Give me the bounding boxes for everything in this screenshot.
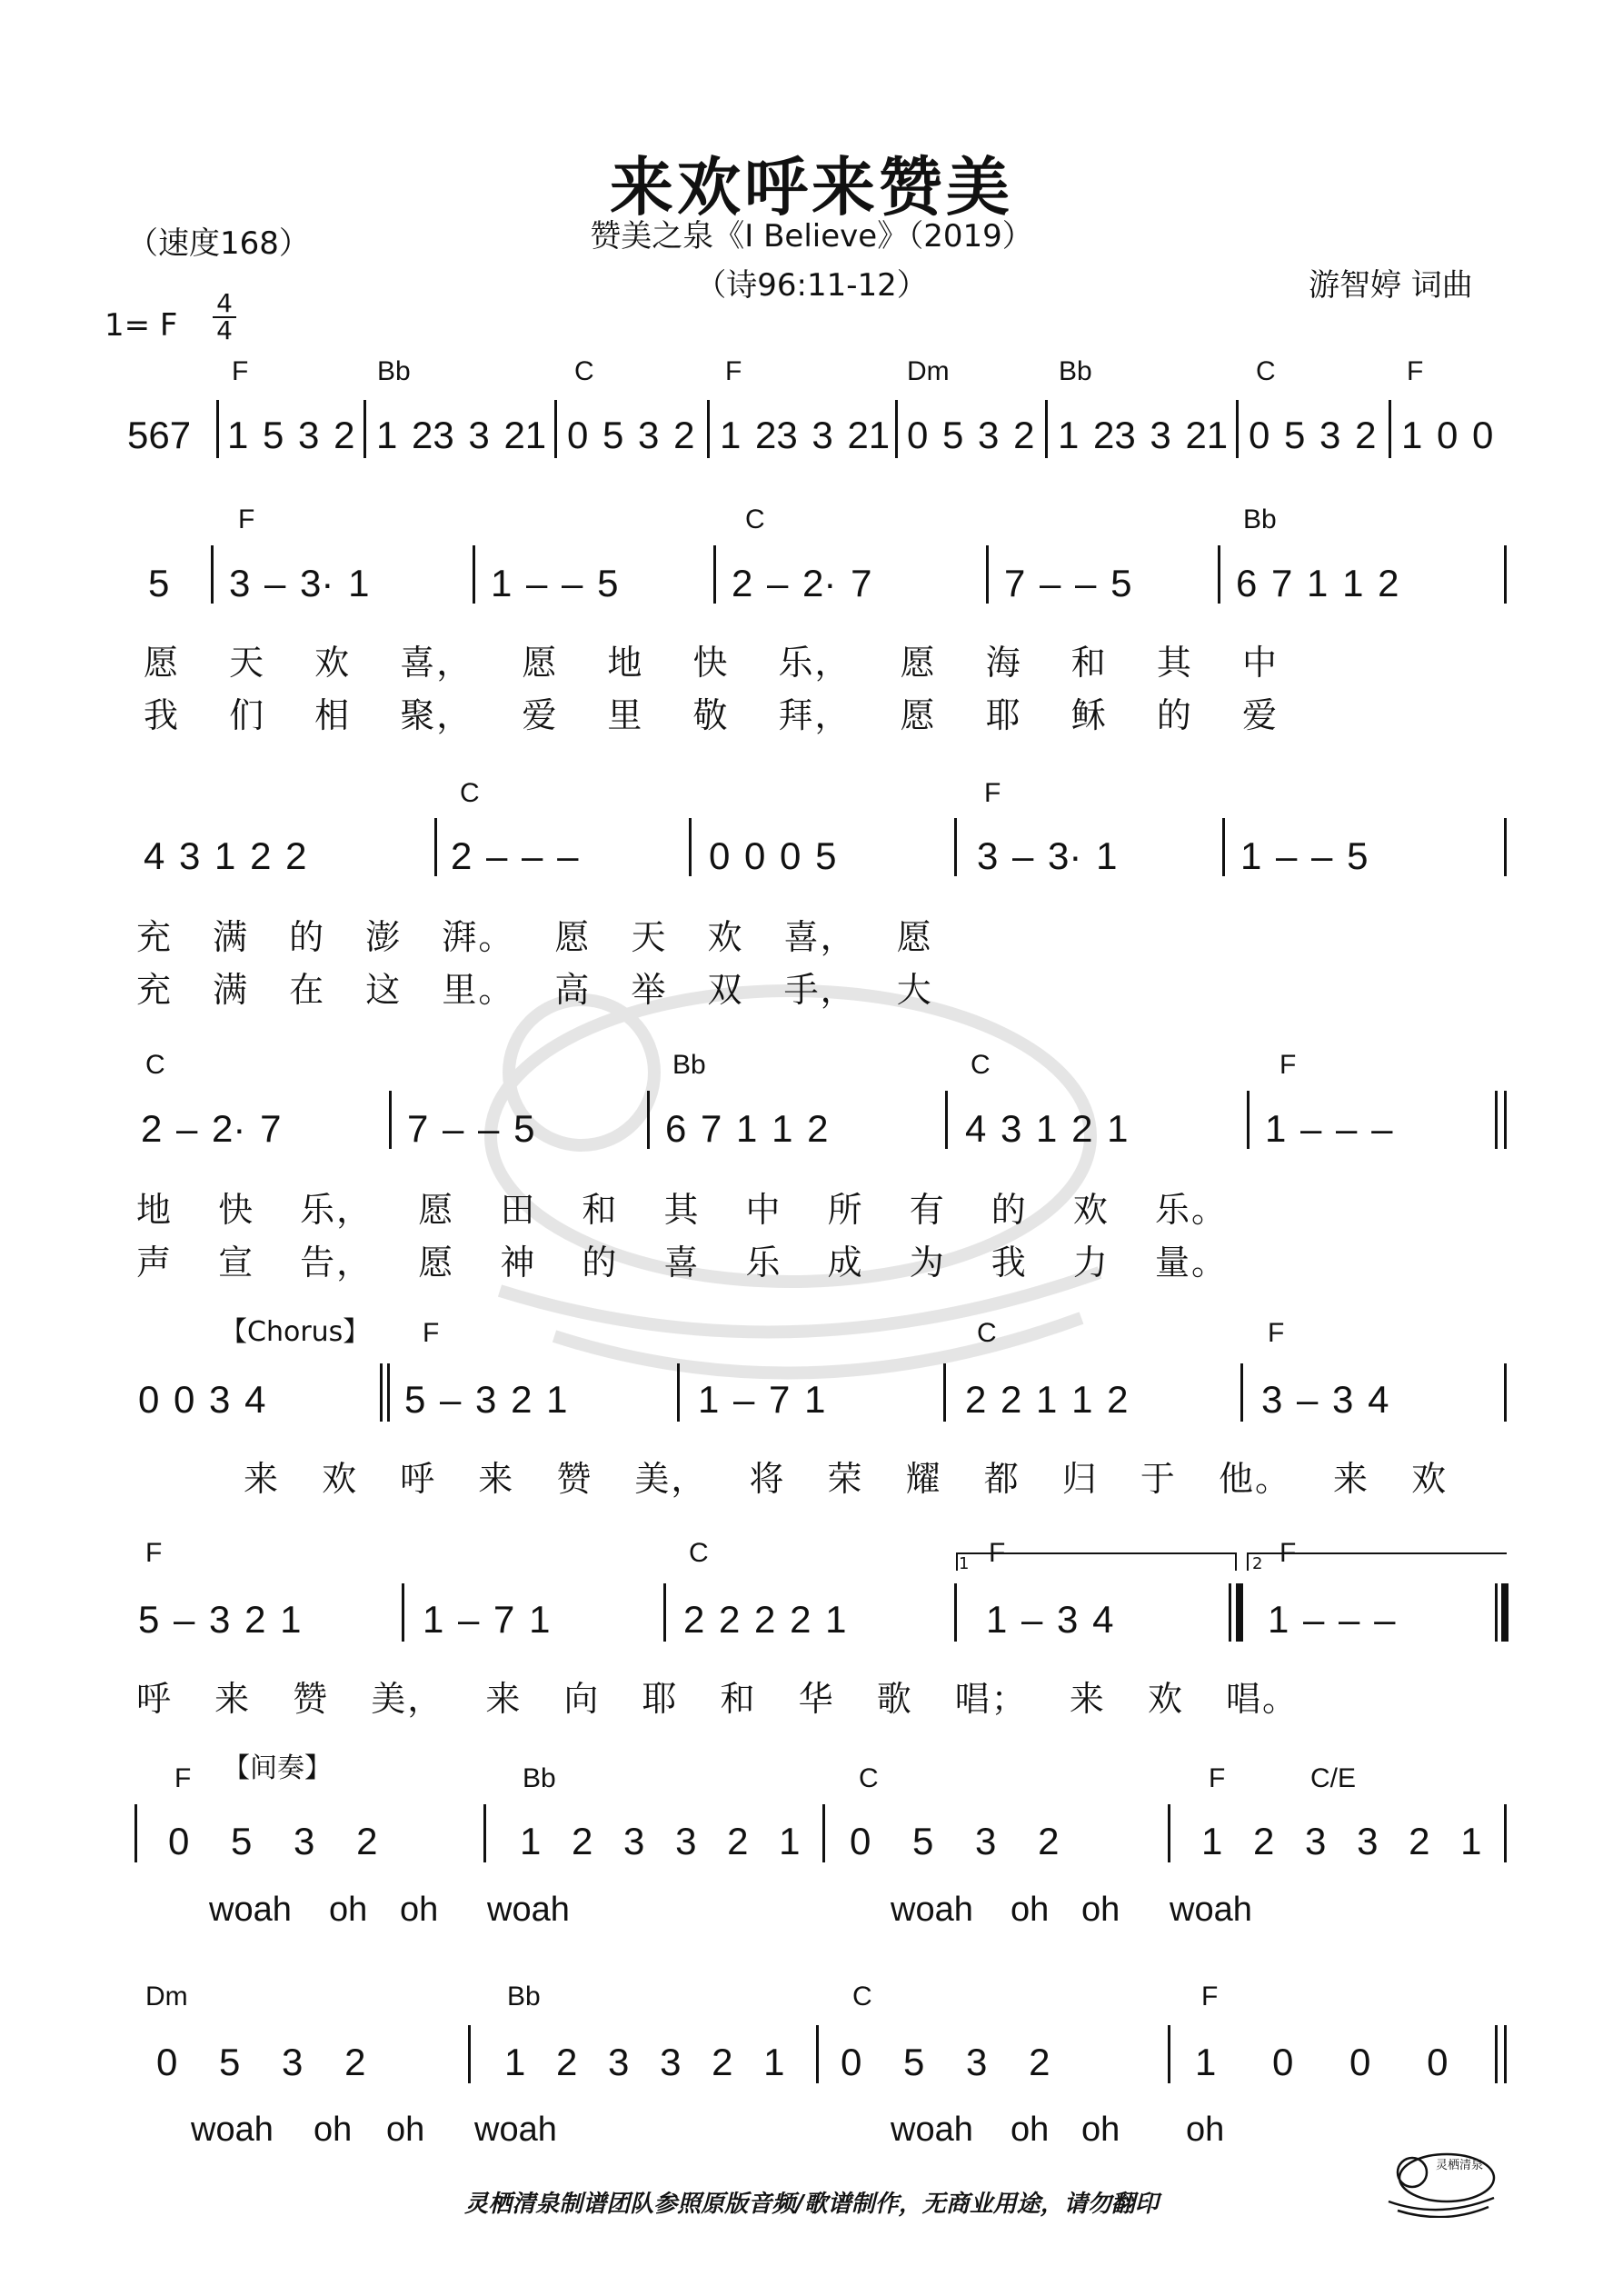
- ending-1-number: 1: [959, 1554, 970, 1573]
- barline: [363, 400, 366, 458]
- measure: 1 – – –: [1268, 1598, 1396, 1641]
- lyric-line-1: 地 快 乐， 愿 田 和 其 中 所 有 的 欢 乐。: [136, 1190, 1228, 1230]
- measure: 2 – – –: [451, 834, 579, 877]
- song-title: 来欢呼来赞美: [610, 150, 1013, 225]
- measure: 1 2 3 3 2 1: [520, 1820, 801, 1862]
- barline: [954, 818, 957, 876]
- lyric-word: oh: [314, 2111, 353, 2149]
- chord: C: [852, 1982, 872, 2011]
- measure: 2 – 2· 7: [141, 1107, 282, 1150]
- barline: [822, 1804, 825, 1862]
- chord: F: [1407, 356, 1424, 386]
- chord: F: [989, 1538, 1006, 1568]
- barline: [663, 1583, 666, 1642]
- sheep-logo-icon: [1381, 2145, 1499, 2218]
- chord: Bb: [1059, 356, 1092, 386]
- measure: 7 – – 5: [407, 1107, 535, 1150]
- chord: F: [984, 778, 1001, 808]
- barline: [1504, 1804, 1507, 1862]
- ending-2-bracket: [1247, 1552, 1507, 1571]
- time-sig-top: 4: [216, 288, 233, 318]
- measure: 1 23 3 21: [720, 414, 891, 456]
- lyric-word: woah: [487, 1891, 570, 1929]
- lyric-word: woah: [191, 2111, 274, 2149]
- measure: 3 – 3· 1: [977, 834, 1118, 877]
- measure: 1 2 3 3 2 1: [1201, 1820, 1482, 1862]
- ending-2-number: 2: [1252, 1554, 1263, 1573]
- barline-repeat-end: [1236, 1583, 1243, 1642]
- measure: 1 2 3 3 2 1: [504, 2041, 785, 2083]
- lyric-line-2: 充 满 在 这 里。 高 举 双 手， 大: [136, 970, 933, 1010]
- time-sig-bottom: 4: [216, 315, 233, 345]
- barline: [216, 400, 219, 458]
- verse-reference: （诗96:11-12）: [695, 267, 928, 304]
- chord: C: [1256, 356, 1276, 386]
- measure: 3 – 3· 1: [229, 562, 370, 604]
- barline: [468, 2025, 471, 2083]
- measure: 0 5 3 2: [1249, 414, 1377, 456]
- barline: [1389, 400, 1391, 458]
- measure: 3 – 3 4: [1261, 1378, 1389, 1421]
- section-label: 【Chorus】: [220, 1316, 371, 1348]
- lyric-word: woah: [1170, 1891, 1252, 1929]
- barline: [1222, 818, 1225, 876]
- measure: 0 5 3 2: [156, 2041, 366, 2083]
- lyric-word: oh: [400, 1891, 439, 1929]
- source: 赞美之泉《I Believe》（2019）: [590, 218, 1033, 255]
- chord: C: [745, 504, 765, 534]
- lyric-word: oh: [1186, 2111, 1225, 2149]
- measure: 6 7 1 1 2: [1236, 562, 1399, 604]
- barline-repeat-start: [380, 1363, 383, 1422]
- barline: [816, 2025, 819, 2083]
- chord: F: [1209, 1763, 1226, 1793]
- chord: F: [232, 356, 249, 386]
- barline: [1504, 1363, 1507, 1422]
- measure: 1 0 0 0: [1195, 2041, 1449, 2083]
- measure: 1 – – 5: [1240, 834, 1369, 877]
- lyric-word: oh: [329, 1891, 368, 1929]
- lyric-word: woah: [891, 2111, 973, 2149]
- chord: C: [971, 1050, 991, 1080]
- measure: 4 3 1 2 2: [144, 834, 307, 877]
- chord: C: [977, 1318, 997, 1348]
- measure: 6 7 1 1 2: [665, 1107, 829, 1150]
- barline: [473, 545, 475, 604]
- lyric-line-2: 我 们 相 聚， 爱 里 敬 拜， 愿 耶 稣 的 爱: [144, 695, 1279, 735]
- chord: F: [423, 1318, 440, 1348]
- lyric-line-1: 呼 来 赞 美， 来 向 耶 和 华 歌 唱； 来 欢 唱。: [136, 1679, 1299, 1719]
- lyric-word: oh: [386, 2111, 425, 2149]
- chord: F: [1279, 1050, 1297, 1080]
- chord: Bb: [507, 1982, 541, 2011]
- measure: 0 5 3 2: [567, 414, 695, 456]
- barline: [389, 1091, 392, 1149]
- measure: 0 0 0 5: [709, 834, 837, 877]
- chord: F: [1279, 1538, 1297, 1568]
- barline: [1504, 818, 1507, 876]
- publisher-logo: [1381, 2145, 1499, 2218]
- measure: 7 – – 5: [1004, 562, 1132, 604]
- chord: F: [725, 356, 742, 386]
- measure: 1 23 3 21: [376, 414, 547, 456]
- chord: F: [174, 1763, 192, 1793]
- barline: [1045, 400, 1048, 458]
- measure: 1 – 3 4: [986, 1598, 1114, 1641]
- barline-double: [1504, 1091, 1507, 1149]
- ending-1-bracket: [956, 1552, 1237, 1571]
- chord: Bb: [672, 1050, 706, 1080]
- chord: Dm: [907, 356, 950, 386]
- measure: 0 5 3 2: [841, 2041, 1050, 2083]
- lyric-line-1: 愿 天 欢 喜， 愿 地 快 乐， 愿 海 和 其 中: [144, 643, 1279, 683]
- barline: [434, 818, 437, 876]
- measure: 5: [148, 562, 170, 604]
- chord: F: [238, 504, 255, 534]
- lyric-word: oh: [1081, 1891, 1120, 1929]
- barline: [483, 1804, 486, 1862]
- tempo: （速度168）: [127, 225, 310, 262]
- barline-final: [1495, 1583, 1498, 1642]
- chord: Bb: [1243, 504, 1277, 534]
- barline: [1168, 2025, 1170, 2083]
- barline-repeat-end: [1229, 1583, 1231, 1642]
- barline: [647, 1091, 650, 1149]
- barline: [689, 818, 692, 876]
- barline: [1168, 1804, 1170, 1862]
- barline: [1247, 1091, 1250, 1149]
- key-signature: 1= F: [105, 307, 178, 344]
- chord: C: [460, 778, 480, 808]
- measure: 1 – 7 1: [423, 1598, 551, 1641]
- chord: F: [1201, 1982, 1219, 2011]
- barline-double: [1504, 2025, 1507, 2083]
- measure: 1 – – –: [1265, 1107, 1393, 1150]
- barline: [986, 545, 989, 604]
- section-label: 【间奏】: [223, 1752, 332, 1784]
- barline-final: [1501, 1583, 1508, 1642]
- barline: [1495, 1091, 1498, 1149]
- lyric-word: oh: [1011, 1891, 1050, 1929]
- lyric-line-2: 声 宣 告， 愿 神 的 喜 乐 成 为 我 力 量。: [136, 1243, 1228, 1283]
- lyric-word: woah: [474, 2111, 557, 2149]
- lyric-word: woah: [209, 1891, 292, 1929]
- barline: [954, 1583, 957, 1642]
- chord: C: [574, 356, 594, 386]
- measure: 5 – 3 2 1: [404, 1378, 568, 1421]
- barline-double: [1495, 2025, 1498, 2083]
- chord: Dm: [145, 1982, 188, 2011]
- barline: [402, 1583, 404, 1642]
- chord: C: [689, 1538, 709, 1568]
- chord: F: [145, 1538, 163, 1568]
- barline: [1236, 400, 1239, 458]
- measure: 567: [127, 414, 192, 456]
- barline: [211, 545, 214, 604]
- barline: [713, 545, 716, 604]
- barline: [1504, 545, 1507, 604]
- barline: [895, 400, 898, 458]
- chord: F: [1268, 1318, 1285, 1348]
- measure: 2 2 1 1 2: [965, 1378, 1129, 1421]
- barline: [707, 400, 710, 458]
- footer-copyright: 灵栖清泉制谱团队参照原版音频/歌谱制作，无商业用途，请勿翻印: [464, 2191, 1159, 2218]
- measure: 1 23 3 21: [1058, 414, 1229, 456]
- barline: [943, 1363, 946, 1422]
- composer: 游智婷 词曲: [1309, 267, 1473, 304]
- measure: 2 – 2· 7: [732, 562, 872, 604]
- chord: Bb: [523, 1763, 556, 1793]
- measure: 1 0 0: [1401, 414, 1494, 456]
- measure: 1 – – 5: [491, 562, 619, 604]
- measure: 1 – 7 1: [698, 1378, 826, 1421]
- measure: 0 5 3 2: [907, 414, 1035, 456]
- lyric-word: woah: [891, 1891, 973, 1929]
- lyric-word: oh: [1011, 2111, 1050, 2149]
- measure: 0 5 3 2: [850, 1820, 1060, 1862]
- barline-repeat-start: [387, 1363, 390, 1422]
- measure: 4 3 1 2 1: [965, 1107, 1129, 1150]
- measure: 2 2 2 2 1: [683, 1598, 847, 1641]
- chord: C: [859, 1763, 879, 1793]
- measure: 5 – 3 2 1: [138, 1598, 302, 1641]
- barline: [134, 1804, 137, 1862]
- measure: 1 5 3 2: [227, 414, 355, 456]
- measure: 0 5 3 2: [168, 1820, 378, 1862]
- lyric-word: oh: [1081, 2111, 1120, 2149]
- barline: [945, 1091, 948, 1149]
- lyric-line-1: 充 满 的 澎 湃。 愿 天 欢 喜， 愿: [136, 917, 933, 957]
- barline: [1218, 545, 1220, 604]
- barline: [677, 1363, 680, 1422]
- logo-text: 灵栖清泉: [1436, 2159, 1484, 2172]
- measure: 0 0 3 4: [138, 1378, 266, 1421]
- chord: Bb: [377, 356, 411, 386]
- barline: [554, 400, 557, 458]
- chord: C/E: [1310, 1763, 1357, 1793]
- lyric-line-1: 来 欢 呼 来 赞 美， 将 荣 耀 都 归 于 他。 来 欢: [244, 1459, 1449, 1499]
- time-signature: [213, 288, 236, 345]
- barline: [1240, 1363, 1243, 1422]
- chord: C: [145, 1050, 165, 1080]
